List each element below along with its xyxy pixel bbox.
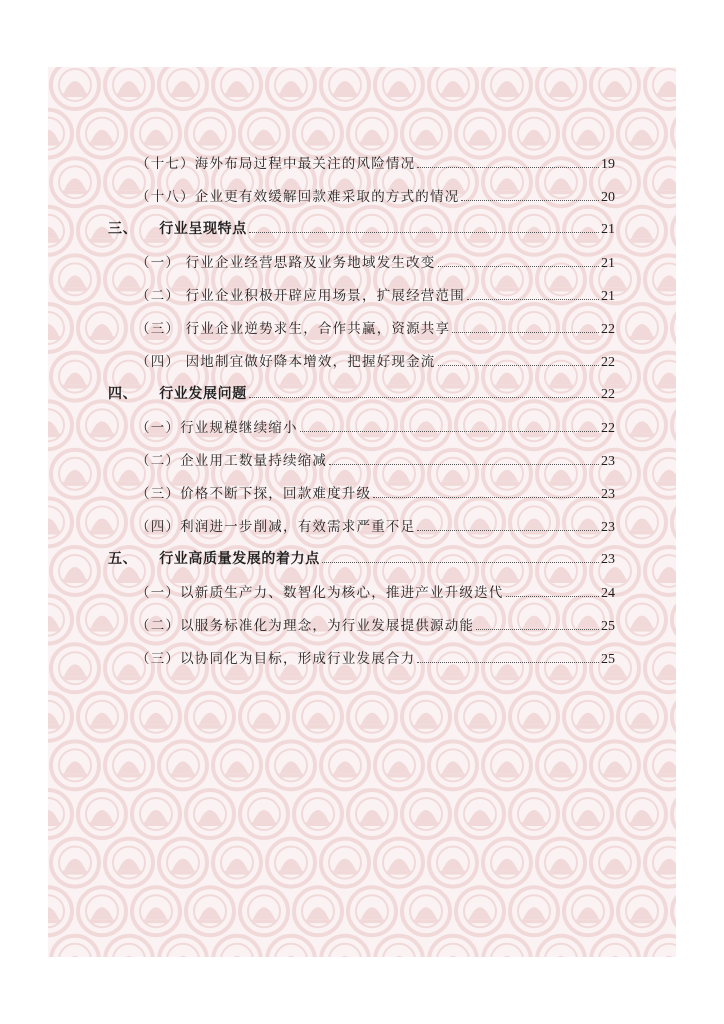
toc-entry-title: （一）以新质生产力、数智化为核心，推进产业升级迭代 — [136, 585, 504, 601]
toc-entry-page: 23 — [601, 552, 615, 567]
toc-entry-title: （二）企业用工数量持续缩减 — [136, 453, 328, 469]
toc-entry-title: （三）以协同化为目标，形成行业发展合力 — [136, 651, 416, 667]
leader-dots — [329, 463, 599, 465]
toc-section-title: 行业高质量发展的着力点 — [159, 551, 320, 567]
leader-dots — [249, 396, 599, 398]
toc-entry-page: 21 — [601, 256, 615, 271]
toc-entry[interactable] — [136, 317, 615, 337]
toc-entry[interactable] — [136, 581, 615, 601]
toc-entry[interactable] — [136, 185, 615, 205]
toc-entry[interactable] — [136, 416, 615, 436]
toc-entry-title: （十七）海外布局过程中最关注的风险情况 — [136, 156, 416, 172]
leader-dots — [417, 529, 599, 531]
toc-entry-page: 25 — [601, 652, 615, 667]
toc-section-number: 四、 — [108, 386, 138, 402]
leader-dots — [438, 364, 600, 366]
leader-dots — [417, 661, 599, 663]
toc-entry-page: 23 — [601, 487, 615, 502]
toc-entry[interactable] — [136, 647, 615, 667]
toc-section-number: 五、 — [108, 551, 138, 567]
leader-dots — [300, 430, 599, 432]
toc-section[interactable] — [108, 548, 615, 568]
toc-entry-title: （十八）企业更有效缓解回款难采取的方式的情况 — [136, 189, 460, 205]
leader-dots — [438, 265, 600, 267]
toc-entry-title: （四） 因地制宜做好降本增效，把握好现金流 — [136, 354, 436, 370]
toc-entry-page: 22 — [601, 322, 615, 337]
toc-entry-page: 23 — [601, 454, 615, 469]
leader-dots — [461, 199, 599, 201]
leader-dots — [249, 231, 599, 233]
toc-entry[interactable] — [136, 251, 615, 271]
toc-entry-page: 23 — [601, 520, 615, 535]
toc-entry-title: （三）价格不断下探，回款难度升级 — [136, 486, 372, 502]
toc-section-title: 行业呈现特点 — [159, 221, 247, 237]
toc-section-title: 行业发展问题 — [159, 386, 247, 402]
toc-section[interactable] — [108, 383, 615, 403]
toc-entry-title: （一）行业规模继续缩小 — [136, 420, 298, 436]
toc-entry-page: 22 — [601, 355, 615, 370]
toc-entry[interactable] — [136, 482, 615, 502]
toc-entry-page: 20 — [601, 190, 615, 205]
leader-dots — [322, 561, 599, 563]
leader-dots — [417, 166, 599, 168]
toc-entry[interactable] — [136, 614, 615, 634]
toc-section-number: 三、 — [108, 221, 138, 237]
toc-entry-page: 25 — [601, 619, 615, 634]
toc-entry-page: 21 — [601, 289, 615, 304]
toc-section[interactable] — [108, 218, 615, 238]
toc-entry-title: （二） 行业企业积极开辟应用场景，扩展经营范围 — [136, 288, 465, 304]
toc-entry-page: 24 — [601, 586, 615, 601]
leader-dots — [373, 496, 599, 498]
toc-entry-page: 21 — [601, 222, 615, 237]
toc-entry-page: 19 — [601, 157, 615, 172]
leader-dots — [467, 298, 599, 300]
toc-entry-title: （四）利润进一步削减，有效需求严重不足 — [136, 519, 416, 535]
toc-entry[interactable] — [136, 515, 615, 535]
leader-dots — [506, 595, 600, 597]
toc-entry-page: 22 — [601, 387, 615, 402]
toc-entry[interactable] — [136, 449, 615, 469]
toc-entry-title: （一） 行业企业经营思路及业务地域发生改变 — [136, 255, 436, 271]
toc-entry[interactable] — [136, 152, 615, 172]
leader-dots — [452, 331, 599, 333]
toc-entry[interactable] — [136, 350, 615, 370]
toc-entry[interactable] — [136, 284, 615, 304]
leader-dots — [476, 628, 599, 630]
toc-entry-title: （二）以服务标准化为理念，为行业发展提供源动能 — [136, 618, 475, 634]
toc-entry-page: 22 — [601, 421, 615, 436]
toc-entry-title: （三） 行业企业逆势求生，合作共赢，资源共享 — [136, 321, 451, 337]
